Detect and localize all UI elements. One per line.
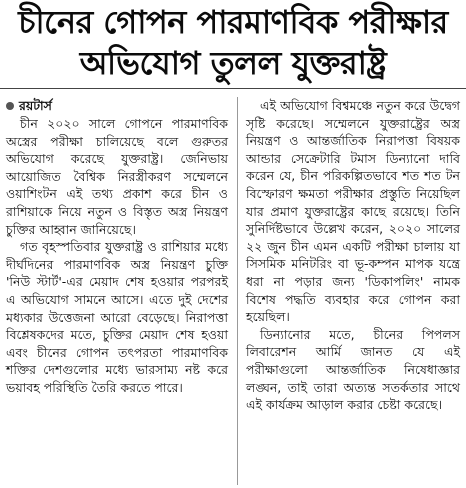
right-column — [246, 97, 460, 414]
byline-text: রয়টার্স — [19, 98, 52, 113]
headline-line-1: চীনের গোপন পারমাণবিক পরীক্ষার — [18, 3, 448, 41]
paragraph: এই অভিযোগ বিশ্বমঞ্চে নতুন করে উদ্বেগ সৃষ্টি করেছে। সম্মেলনে যুক্তরাষ্ট্রের অস্ত্র নিয়ন্ত্রণ ও আন্তর্জাতিক নিরাপত্তা বিষয়ক আন্ডার সেক্রেটারি টমাস ডিন্যানো দাবি করেন যে, চীন পরিকল্পিতভাবে শত শত টন বিস্ফোরণ ক্ষমতা পরীক্ষার প্রস্তুতি নিয়েছিল যার প্রমাণ যুক্তরাষ্ট্রের কাছে রয়েছে। তিনি সুনির্দিষ্টভাবে উল্লেখ করেন, ২০২০ সালের ২২ জুন চীন এমন একটি পরীক্ষা চালায় যা সিসমিক মনিটরিং বা ভূ-কম্পন মাপক যন্ত্রে ধরা না পড়ার জন্য 'ডিকাপলিং' নামক বিশেষ পদ্ধতি ব্যবহার করে গোপন করা হয়েছিল। — [246, 98, 460, 325]
headline-line-2: অভিযোগ তুলল যুক্তরাষ্ট্র — [79, 44, 387, 82]
article-body — [6, 97, 460, 485]
paragraph: গত বৃহস্পতিবার যুক্তরাষ্ট্র ও রাশিয়ার মধ্যে দীর্ঘদিনের পারমাণবিক অস্ত্র নিয়ন্ত্রণ চুক্তি 'নিউ স্টার্ট'-এর মেয়াদ শেষ হওয়ার পরপরই এ অভিযোগ সামনে আসে। এতে দুই দেশের মধ্যকার উত্তেজনা আরো বেড়েছে। নিরাপত্তা বিশ্লেষকদের মতে, চুক্তির মেয়াদ শেষ হওয়া এবং চীনের গোপন তৎপরতা পারমাণবিক শক্তির দেশগুলোর মধ্যে ভারসাম্য নষ্ট করে ভয়াবহ পরিস্থিতি তৈরি করতে পারে। — [6, 239, 228, 395]
headline-rule — [0, 88, 466, 89]
headline — [0, 2, 466, 83]
left-column — [6, 97, 228, 397]
byline — [6, 97, 228, 115]
bullet-icon — [6, 102, 14, 110]
paragraph: ডিন্যানোর মতে, চীনের পিপলস লিবারেশন আর্মি জানত যে এই পরীক্ষাগুলো আন্তর্জাতিক নিষেধাজ্ঞার লঙ্ঘন, তাই তারা অত্যন্ত সতর্কতার সাথে এই কার্যক্রম আড়াল করার চেষ্টা করেছে। — [246, 326, 460, 413]
paragraph: চীন ২০২০ সালে গোপনে পারমাণবিক অস্ত্রের পরীক্ষা চালিয়েছে বলে গুরুতর অভিযোগ করেছে যুক্তরাষ্ট্র। জেনিভায় আয়োজিত বৈশ্বিক নিরস্ত্রীকরণ সম্মেলনে ওয়াশিংটন এই তথ্য প্রকাশ করে চীন ও রাশিয়াকে নিয়ে নতুন ও বিস্তৃত অস্ত্র নিয়ন্ত্রণ চুক্তির আহ্বান জানিয়েছে। — [6, 116, 228, 237]
column-divider — [237, 97, 238, 485]
